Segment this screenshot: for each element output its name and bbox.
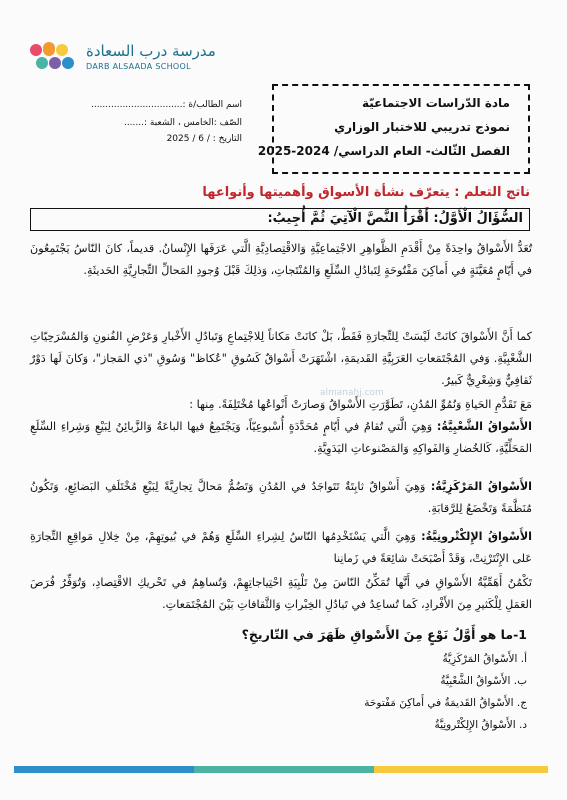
learning-outcome: ناتج التعلم : يتعرّف نشأة الأسواق وأهميتها وأنواعها <box>202 185 530 200</box>
market-type-central-label: الأَسْواقُ المَرْكَزِيَّةُ: <box>430 480 532 493</box>
student-name-field[interactable]: اسم الطالب/ة :................................ <box>90 100 242 110</box>
market-type-popular-text: وَهِيَ الَّتي تُقامُ في أَيّامٍ مُحَدَّدَةٍ أُسْبوعِيّاً، وَيَجْتَمِعُ فيها الباعَةُ وَالزَّبائِنُ لِبَيْعِ وَشِراءِ السِّلَعِ المَحَلِّيَّةِ، كَالخُضارِ وَالفَواكِهِ وَالمَصْنوعاتِ اليَدَوِيَّةِ. <box>30 420 532 455</box>
passage-paragraph-4: تَكْمُنُ أَهَمِّيَّةُ الأَسْواقِ في أَنَّها تُمَكِّنُ النّاسَ مِنْ تَلْبِيَةِ احْتِياجاتِهِمْ، وَتُساهِمُ في تَحْريكِ الاقْتِصادِ، وَتُوَفِّرُ فُرَصَ العَمَلِ لِلْكَثيرِ مِنَ الأَفْرادِ، كَما تُساعِدُ في تَبادُلِ الخِبْراتِ وَالثَّقافاتِ بَيْنَ المُجْتَمَعاتِ. <box>30 576 532 611</box>
market-type-electronic <box>30 526 532 570</box>
watermark: almanahj.com <box>320 388 384 398</box>
exam-info-box <box>257 84 530 174</box>
class-field[interactable]: الصّف :الخامس ، الشعبة :....... <box>123 118 242 128</box>
question-1-text: 1-ما هو أَوَّلُ نَوْعٍ مِنَ الأَسْواقِ ظَهَرَ في التّاريخِ؟ <box>241 627 527 642</box>
market-type-central-text: وَهِيَ أَسْواقٌ ثابِتَةٌ تَتَواجَدُ في المُدُنِ وَتَضُمُّ مَحالَّ تِجارِيَّةً لِبَيْعِ مُخْتَلَفِ البَضائِعِ، وَتَكُونُ مُنَظَّمَةً وَتَخْضَعُ لِلرَّقابَةِ. <box>30 480 532 515</box>
exam-type: نموذج تدريبي للاختبار الوزاري <box>334 120 510 134</box>
market-type-popular-label: الأَسْواقُ الشَّعْبِيَّةُ: <box>436 420 532 433</box>
answer-option-b[interactable]: ب. الأَسْواقُ الشَّعْبِيَّةُ <box>440 675 527 687</box>
question-one-box <box>30 208 530 231</box>
term-year: الفصل الثّالث- العام الدراسي/ 2024-2025 <box>257 144 510 158</box>
subject-title: مادة الدّراسات الاجتماعيّة <box>362 96 510 110</box>
answer-option-a[interactable]: أ. الأَسْواقُ المَرْكَزِيَّةُ <box>442 653 527 665</box>
market-type-popular <box>30 416 532 460</box>
date-field[interactable]: التاريخ : / 6 / 2025 <box>166 134 242 144</box>
passage-paragraph-3: مَعَ تَقَدُّمِ الحَياةِ وَنُمُوِّ المُدُنِ، تَطَوَّرَتِ الأَسْواقُ وَصارَتْ أَنْواعُها مُخْتَلِفَةً. مِنها : <box>189 398 532 411</box>
market-type-central <box>30 476 532 520</box>
passage-paragraph-1: تُعَدُّ الأَسْواقُ واحِدَةً مِنْ أَقْدَمِ الظَّواهِرِ الاجْتِماعِيَّةِ وَالاقْتِصادِيَّةِ الَّتي عَرَفَها الإِنْسانُ. قديماً، كانَ النّاسُ يَجْتَمِعُونَ في أَيّامٍ مُعَيَّنَةٍ في أَماكِنَ مَفْتُوحَةٍ لِتَبادُلِ السِّلَعِ وَالمُنْتَجاتِ، وَذلِكَ قَبْلَ وُجودِ المَحالِّ التِّجارِيَّةِ الحَديثَةِ. <box>30 242 532 277</box>
school-name-english: DARB ALSAADA SCHOOL <box>86 62 191 71</box>
answer-option-d[interactable]: د. الأَسْواقُ الإِلِكْتْرونِيَّةُ <box>434 719 527 731</box>
answer-option-c[interactable]: ج. الأَسْواقُ القَديمَةُ في أَماكِنَ مَفْتوحَة <box>364 697 527 709</box>
school-logo-icon <box>30 40 80 74</box>
passage-paragraph-2: كما أَنَّ الأَسْواقَ كانَتْ لَيْسَتْ لِلتِّجارَةِ فَقَطْ، بَلْ كانَتْ مَكاناً لِلاجْتِماعِ وَتَبادُلِ الأَخْبارِ وَعَرْضِ الفُنونِ وَالمُسْرَحِيّاتِ الشَّعْبِيَّةِ. وَفي المُجْتَمَعاتِ العَرَبِيَّةِ القَديمَةِ، اشْتَهَرَتْ أَسْواقٌ كَسُوقِ "عُكاظ" وَسُوقِ "ذي المَجاز"، وَكانَ لَها دَوْرٌ ثَقافِيٌّ وَشِعْرِيٌّ كَبيرٌ. <box>30 330 532 387</box>
school-name-arabic: مدرسة درب السعادة <box>86 42 216 60</box>
market-type-electronic-text: وَهِيَ الَّتي يَسْتَخْدِمُها النّاسُ لِشِراءِ السِّلَعِ وَهُمْ في بُيوتِهِمْ، مِنْ خِلالِ مَواقِعِ التِّجارَةِ عَلى الإِنْتَرْنِتْ، وَقَدْ أَصْبَحَتْ شائِعَةً في زَمانِنا <box>30 530 532 565</box>
question-one-title: السُّؤَالُ الْأَوَّلُ: أَقْرَأُ النَّصَّ الْآتِيَ ثُمَّ أُجِيبُ: <box>267 211 523 226</box>
footer-color-bar <box>14 766 548 773</box>
market-type-electronic-label: الأَسْواقُ الإِلكْتْرونِيَّةُ: <box>421 530 532 543</box>
